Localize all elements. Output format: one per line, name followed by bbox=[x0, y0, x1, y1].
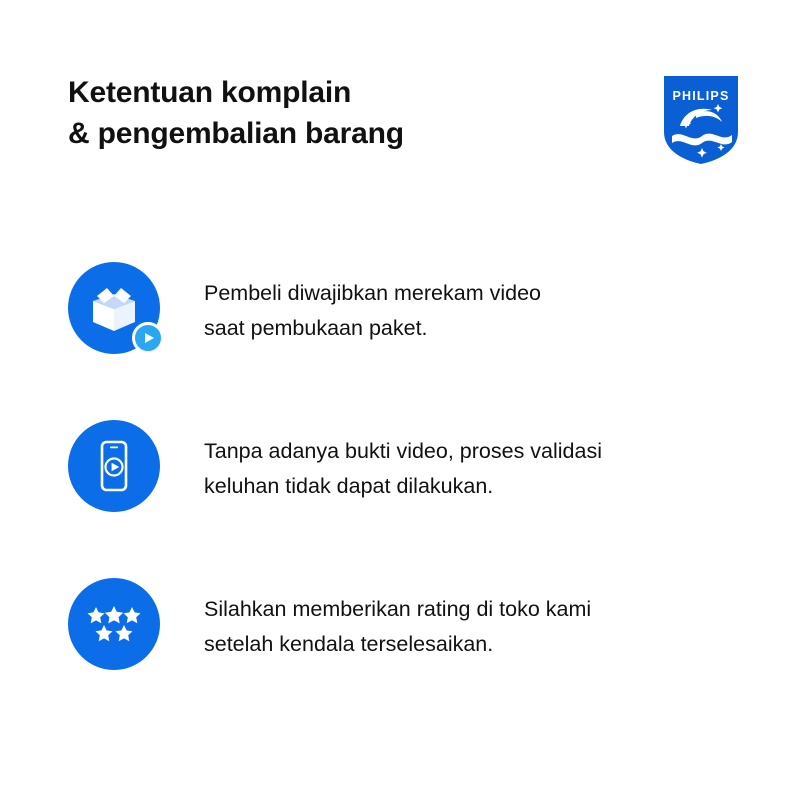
list-item-text bbox=[204, 420, 602, 504]
header bbox=[68, 72, 740, 166]
smartphone-video-icon-badge bbox=[68, 420, 160, 512]
open-box-icon bbox=[87, 283, 141, 333]
list-item-text-line-1: Tanpa adanya bukti video, proses validasi bbox=[204, 439, 603, 463]
list-item bbox=[68, 578, 740, 670]
five-stars-icon bbox=[85, 604, 143, 644]
list-item bbox=[68, 420, 740, 512]
list-item-text-line-2: saat pembukaan paket. bbox=[204, 315, 428, 340]
page-title-line-2: & pengembalian barang bbox=[68, 117, 404, 151]
page-title bbox=[68, 72, 404, 155]
points-list bbox=[68, 262, 740, 670]
list-item-text bbox=[204, 262, 541, 346]
list-item bbox=[68, 262, 740, 354]
play-icon bbox=[132, 322, 164, 354]
page-title-line-1: Ketentuan komplain bbox=[68, 76, 352, 109]
svg-text:PHILIPS: PHILIPS bbox=[672, 89, 730, 103]
list-item-text-line-1: Silahkan memberikan rating di toko kami bbox=[204, 597, 592, 621]
list-item-text-line-2: setelah kendala terselesaikan. bbox=[204, 631, 494, 656]
list-item-text bbox=[204, 578, 591, 662]
smartphone-video-icon bbox=[94, 439, 134, 493]
philips-logo bbox=[662, 74, 740, 166]
list-item-text-line-2: keluhan tidak dapat dilakukan. bbox=[204, 473, 494, 498]
list-item-text-line-1: Pembeli diwajibkan merekam video bbox=[204, 281, 541, 305]
open-box-icon-badge bbox=[68, 262, 160, 354]
five-stars-icon-badge bbox=[68, 578, 160, 670]
